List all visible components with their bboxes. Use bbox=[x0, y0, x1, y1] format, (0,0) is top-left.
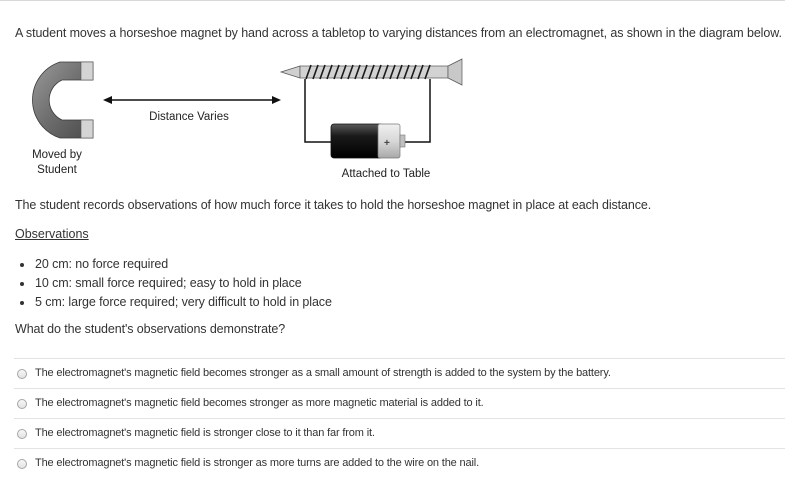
observation-item bbox=[15, 255, 332, 274]
radio-button[interactable] bbox=[17, 429, 27, 439]
bullet-icon bbox=[20, 263, 24, 267]
top-divider bbox=[0, 0, 785, 1]
question-prompt: What do the student's observations demonstrate? bbox=[15, 322, 286, 336]
answer-choice-a[interactable] bbox=[14, 358, 785, 388]
electromagnet-diagram bbox=[0, 48, 785, 188]
radio-button[interactable] bbox=[17, 399, 27, 409]
records-text: The student records observations of how much force it takes to hold the horseshoe magnet in place at each distance. bbox=[15, 198, 652, 212]
bullet-icon bbox=[20, 282, 24, 286]
bullet-icon bbox=[20, 301, 24, 305]
horseshoe-magnet-icon bbox=[32, 62, 93, 138]
observations-heading: Observations bbox=[15, 227, 89, 241]
distance-arrow-icon bbox=[103, 96, 281, 104]
distance-label: Distance Varies bbox=[149, 111, 229, 123]
magnet-label-line2: Student bbox=[37, 164, 77, 176]
radio-button[interactable] bbox=[17, 369, 27, 379]
observation-text: 10 cm: small force required; easy to hold in place bbox=[35, 276, 302, 290]
observation-item bbox=[15, 293, 332, 312]
answer-choice-c[interactable] bbox=[14, 418, 785, 448]
nail-coil-icon bbox=[281, 59, 462, 85]
answer-choices bbox=[14, 358, 785, 478]
answer-choice-b[interactable] bbox=[14, 388, 785, 418]
battery-icon bbox=[331, 124, 405, 158]
battery-plus-sign: + bbox=[384, 138, 390, 149]
radio-button[interactable] bbox=[17, 459, 27, 469]
question-intro: A student moves a horseshoe magnet by hand across a tabletop to varying distances from an electromagnet, as shown in the diagram below. bbox=[15, 26, 782, 40]
observation-text: 20 cm: no force required bbox=[35, 257, 169, 271]
answer-choice-d[interactable] bbox=[14, 448, 785, 478]
table-label: Attached to Table bbox=[341, 168, 431, 180]
magnet-label-line1: Moved by bbox=[32, 149, 82, 161]
observation-item bbox=[15, 274, 332, 293]
observations-list bbox=[15, 255, 332, 312]
answer-choice-text[interactable]: The electromagnet's magnetic field becomes stronger as more magnetic material is added to it. bbox=[35, 397, 484, 409]
diagram-svg bbox=[0, 48, 785, 188]
answer-choice-text[interactable]: The electromagnet's magnetic field becomes stronger as a small amount of strength is added to the system by the battery. bbox=[35, 367, 611, 379]
answer-choice-text[interactable]: The electromagnet's magnetic field is stronger close to it than far from it. bbox=[35, 427, 375, 439]
answer-choice-text[interactable]: The electromagnet's magnetic field is stronger as more turns are added to the wire on the nail. bbox=[35, 457, 479, 469]
observation-text: 5 cm: large force required; very difficult to hold in place bbox=[35, 295, 332, 309]
